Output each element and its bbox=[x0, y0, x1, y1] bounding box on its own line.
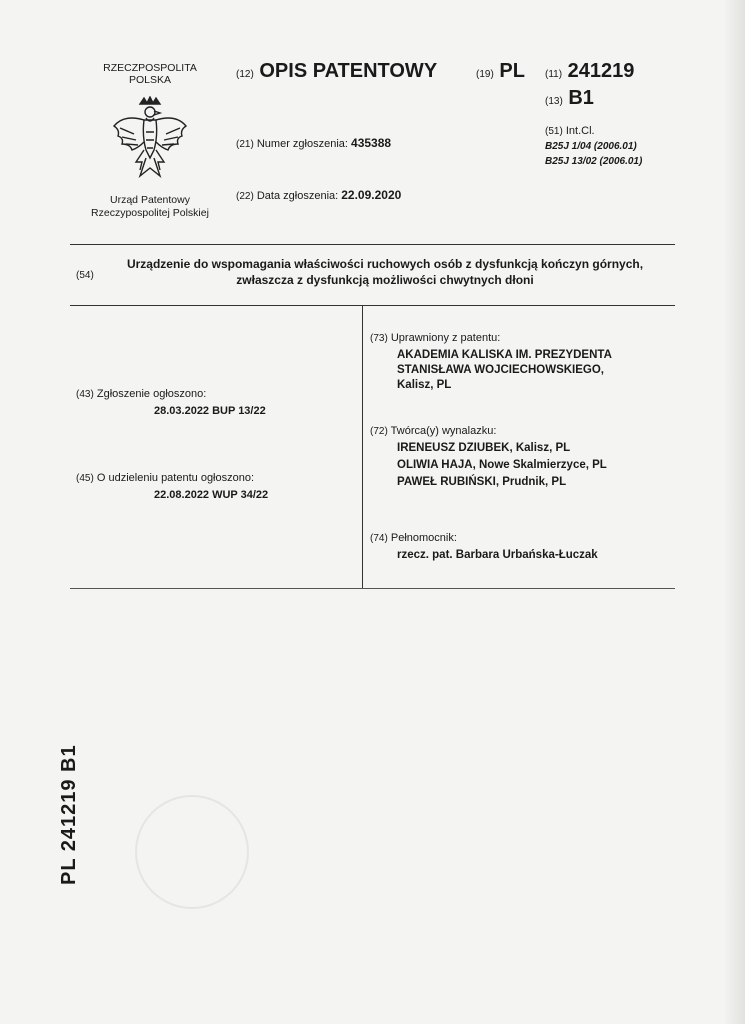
inventor-line: IRENEUSZ DZIUBEK, Kalisz, PL bbox=[397, 442, 571, 454]
owner-line: Kalisz, PL bbox=[397, 379, 452, 391]
publication-number: (11) 241219 bbox=[545, 60, 635, 82]
divider bbox=[70, 305, 675, 306]
inventors-label: (72) Twórca(y) wynalazku: bbox=[370, 425, 497, 437]
divider bbox=[70, 588, 675, 589]
authority-name: RZECZPOSPOLITA POLSKA bbox=[103, 62, 197, 86]
grant-announced-value: 22.08.2022 WUP 34/22 bbox=[154, 489, 269, 501]
application-announced-value: 28.03.2022 BUP 13/22 bbox=[154, 405, 266, 417]
owner-line: STANISŁAWA WOJCIECHOWSKIEGO, bbox=[397, 364, 605, 376]
document-type: (12) OPIS PATENTOWY bbox=[236, 60, 438, 82]
ipc-code: B25J 13/02 (2006.01) bbox=[545, 156, 643, 167]
owner-line: AKADEMIA KALISKA IM. PREZYDENTA bbox=[397, 349, 612, 361]
inventor-line: PAWEŁ RUBIŃSKI, Prudnik, PL bbox=[397, 476, 567, 488]
ipc-code: B25J 1/04 (2006.01) bbox=[545, 141, 637, 152]
invention-title: Urządzenie do wspomagania właściwości ruchowych osób z dysfunkcją kończyn górnych, zwłaszcza z dysfunkcją możliwości chwytnych dłoni bbox=[126, 257, 644, 287]
application-number: (21) Numer zgłoszenia: 435388 bbox=[236, 136, 392, 150]
attorney-label: (74) Pełnomocnik: bbox=[370, 532, 457, 544]
eagle-emblem-icon bbox=[110, 96, 190, 178]
column-divider bbox=[362, 305, 363, 588]
title-code: (54) bbox=[76, 270, 94, 281]
side-patent-code: PL 241219 B1 bbox=[58, 744, 80, 885]
ipc-label: (51) Int.Cl. bbox=[545, 125, 595, 137]
divider bbox=[70, 244, 675, 245]
seal-show-through bbox=[135, 795, 249, 909]
grant-announced-label: (45) O udzieleniu patentu ogłoszono: bbox=[76, 472, 255, 484]
inventor-line: OLIWIA HAJA, Nowe Skalmierzyce, PL bbox=[397, 459, 607, 471]
application-date: (22) Data zgłoszenia: 22.09.2020 bbox=[236, 188, 402, 202]
country-code: (19) PL bbox=[476, 60, 525, 82]
attorney-value: rzecz. pat. Barbara Urbańska-Łuczak bbox=[397, 549, 598, 561]
office-name: Urząd Patentowy Rzeczypospolitej Polskiej bbox=[91, 194, 209, 219]
page-edge-shadow bbox=[723, 0, 745, 1024]
application-announced-label: (43) Zgłoszenie ogłoszono: bbox=[76, 388, 207, 400]
kind-code: (13) B1 bbox=[545, 87, 594, 109]
owner-label: (73) Uprawniony z patentu: bbox=[370, 332, 501, 344]
